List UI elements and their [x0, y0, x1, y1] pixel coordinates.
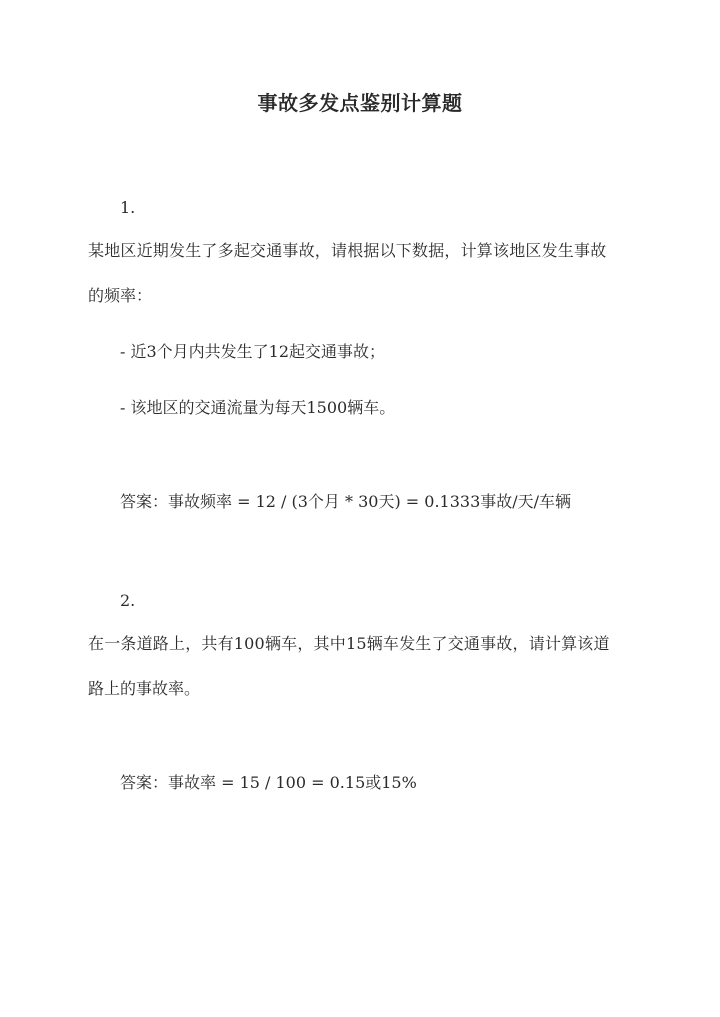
- question-2-text-line-1: 在一条道路上，共有100辆车，其中15辆车发生了交通事故，请计算该道: [88, 634, 610, 653]
- question-1-bullet-2: - 该地区的交通流量为每天1500辆车。: [120, 398, 396, 417]
- question-2-answer: 答案：事故率 = 15 / 100 = 0.15或15%: [120, 773, 417, 792]
- question-1-text-line-1: 某地区近期发生了多起交通事故，请根据以下数据，计算该地区发生事故: [88, 241, 607, 260]
- question-2-number: 2.: [120, 591, 136, 610]
- question-1-text-line-2: 的频率：: [88, 286, 153, 305]
- question-1-bullet-1: - 近3个月内共发生了12起交通事故；: [120, 342, 386, 361]
- document-title: 事故多发点鉴别计算题: [257, 91, 463, 115]
- question-1-answer: 答案：事故频率 = 12 / (3个月 * 30天) = 0.1333事故/天/车辆: [120, 492, 572, 511]
- question-2-text-line-2: 路上的事故率。: [88, 679, 201, 698]
- question-1-number: 1.: [120, 198, 136, 217]
